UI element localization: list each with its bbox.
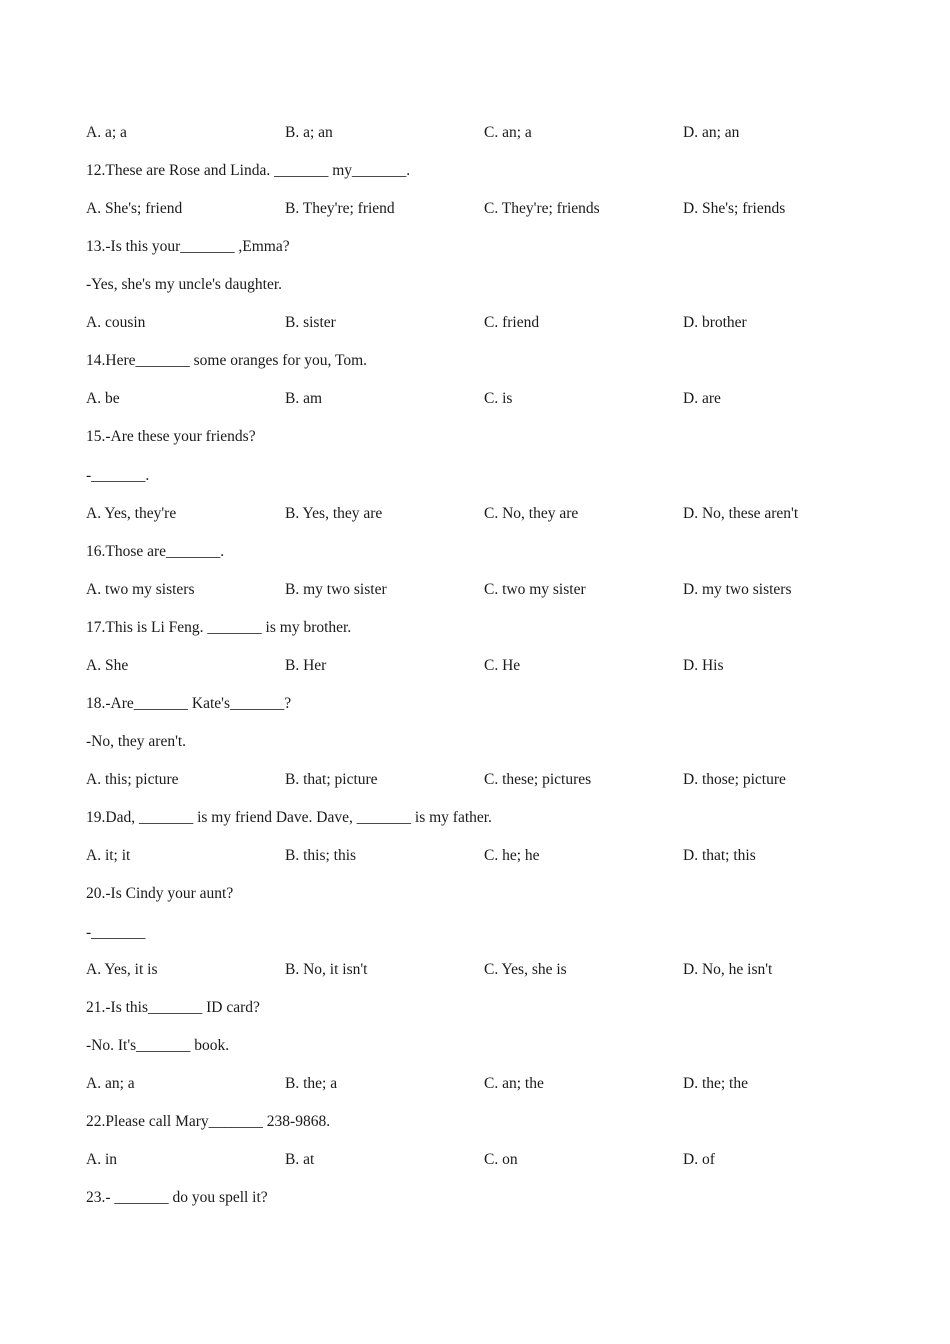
q19-option-a: A. it; it: [86, 847, 131, 864]
q20-option-d: D. No, he isn't: [683, 961, 773, 978]
q21-question: 21.-Is this_______ ID card?: [86, 999, 260, 1016]
q13-option-c: C. friend: [484, 314, 540, 331]
q11-option-d: D. an; an: [683, 124, 740, 141]
q21-option-b: B. the; a: [285, 1075, 338, 1092]
q19-option-c: C. he; he: [484, 847, 540, 864]
q17-question: 17.This is Li Feng. _______ is my brother.: [86, 619, 352, 636]
q20-response: -_______: [86, 924, 146, 941]
q20-option-b: B. No, it isn't: [285, 961, 368, 978]
q13-option-d: D. brother: [683, 314, 747, 331]
q13-options: [86, 312, 906, 334]
q16-option-c: C. two my sister: [484, 581, 586, 598]
q21-option-a: A. an; a: [86, 1075, 135, 1092]
q23-question: 23.- _______ do you spell it?: [86, 1189, 268, 1206]
q19-options: [86, 845, 906, 867]
q22-option-c: C. on: [484, 1151, 518, 1168]
q21-response: -No. It's_______ book.: [86, 1037, 230, 1054]
q12-options: [86, 198, 906, 220]
q12-option-d: D. She's; friends: [683, 200, 786, 217]
q18-option-b: B. that; picture: [285, 771, 378, 788]
q18-option-a: A. this; picture: [86, 771, 179, 788]
q11-option-c: C. an; a: [484, 124, 532, 141]
q14-options: [86, 388, 906, 410]
q14-option-a: A. be: [86, 390, 120, 407]
q18-option-c: C. these; pictures: [484, 771, 592, 788]
q21-option-c: C. an; the: [484, 1075, 544, 1092]
q17-option-c: C. He: [484, 657, 521, 674]
q22-question: 22.Please call Mary_______ 238-9868.: [86, 1113, 331, 1130]
q17-option-d: D. His: [683, 657, 724, 674]
q18-option-d: D. those; picture: [683, 771, 786, 788]
q11-option-b: B. a; an: [285, 124, 333, 141]
q22-option-d: D. of: [683, 1151, 715, 1168]
q22-option-a: A. in: [86, 1151, 117, 1168]
q22-options: [86, 1149, 906, 1171]
q13-option-b: B. sister: [285, 314, 336, 331]
q14-option-b: B. am: [285, 390, 323, 407]
q15-option-b: B. Yes, they are: [285, 505, 383, 522]
q21-option-d: D. the; the: [683, 1075, 748, 1092]
q11-option-a: A. a; a: [86, 124, 127, 141]
q12-option-b: B. They're; friend: [285, 200, 395, 217]
q16-option-a: A. two my sisters: [86, 581, 195, 598]
q17-options: [86, 655, 906, 677]
q15-option-d: D. No, these aren't: [683, 505, 799, 522]
q18-response: -No, they aren't.: [86, 733, 187, 750]
q20-option-a: A. Yes, it is: [86, 961, 158, 978]
q21-options: [86, 1073, 906, 1095]
q20-options: [86, 959, 906, 981]
q15-option-c: C. No, they are: [484, 505, 579, 522]
q13-question: 13.-Is this your_______ ,Emma?: [86, 238, 290, 255]
q14-option-d: D. are: [683, 390, 721, 407]
q16-option-b: B. my two sister: [285, 581, 387, 598]
q13-response: -Yes, she's my uncle's daughter.: [86, 276, 283, 293]
q15-option-a: A. Yes, they're: [86, 505, 177, 522]
q18-question: 18.-Are_______ Kate's_______?: [86, 695, 292, 712]
q19-option-b: B. this; this: [285, 847, 357, 864]
q14-option-c: C. is: [484, 390, 513, 407]
q14-question: 14.Here_______ some oranges for you, Tom.: [86, 352, 368, 369]
q16-options: [86, 579, 906, 601]
q17-option-b: B. Her: [285, 657, 327, 674]
q15-response: -_______.: [86, 467, 150, 484]
q19-option-d: D. that; this: [683, 847, 756, 864]
q20-option-c: C. Yes, she is: [484, 961, 567, 978]
q15-options: [86, 503, 906, 525]
q19-question: 19.Dad, _______ is my friend Dave. Dave, _______ is my father.: [86, 809, 492, 826]
q22-option-b: B. at: [285, 1151, 315, 1168]
q13-option-a: A. cousin: [86, 314, 146, 331]
q11-options: [86, 122, 906, 144]
q18-options: [86, 769, 906, 791]
q12-option-a: A. She's; friend: [86, 200, 183, 217]
q20-question: 20.-Is Cindy your aunt?: [86, 885, 234, 902]
q12-option-c: C. They're; friends: [484, 200, 600, 217]
q15-question: 15.-Are these your friends?: [86, 428, 256, 445]
q17-option-a: A. She: [86, 657, 129, 674]
q12-question: 12.These are Rose and Linda. _______ my_______.: [86, 162, 411, 179]
q16-option-d: D. my two sisters: [683, 581, 792, 598]
q16-question: 16.Those are_______.: [86, 543, 225, 560]
